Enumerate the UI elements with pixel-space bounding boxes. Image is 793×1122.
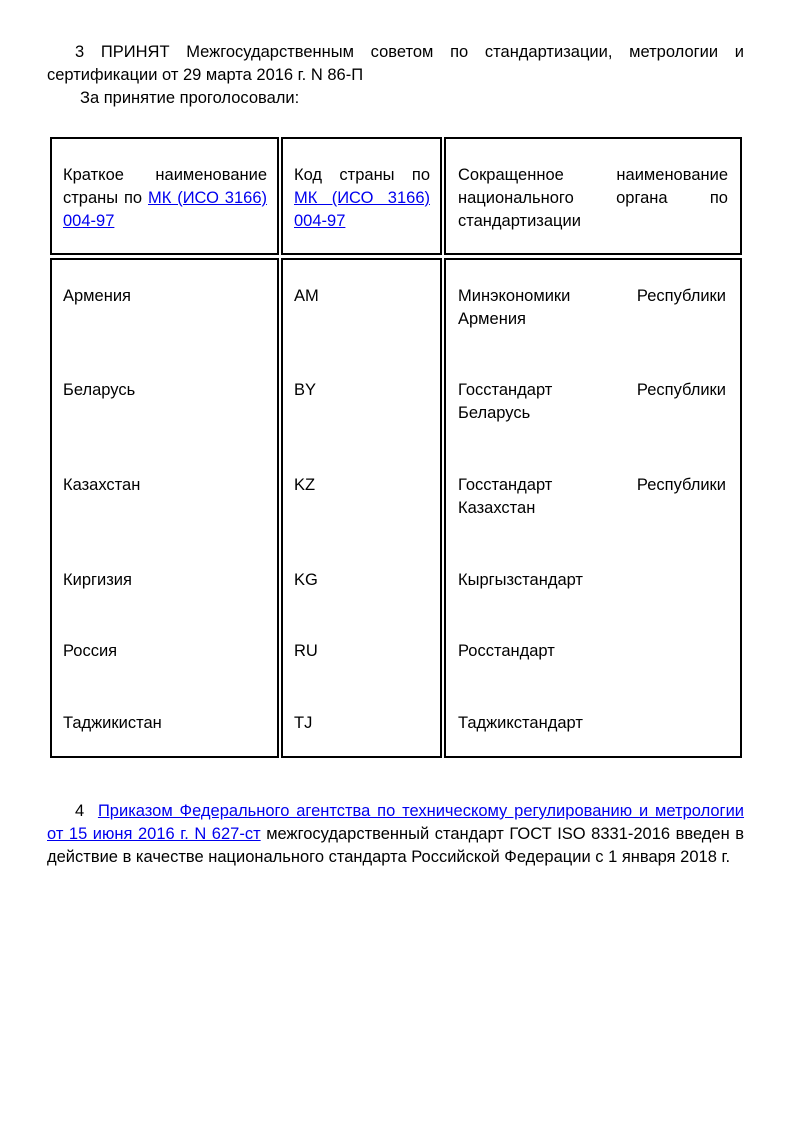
header-country-label: Краткое наименование страны по: [63, 166, 267, 207]
section-4-text: межгосударственный стандарт ГОСТ ISO 8331-2016 введен в действие в качестве национального стандарта Российской Федерации с 1 января 2018 г.: [47, 825, 744, 866]
body-column-code: [281, 258, 442, 758]
body-line1-b: Республики: [636, 287, 726, 305]
table-row-country: Казахстан: [63, 476, 141, 494]
section-4-number: 4: [75, 802, 85, 820]
body-line1-b: Республики: [636, 476, 726, 494]
table-row-body: [458, 379, 726, 425]
body-line1-a: Госстандарт: [458, 476, 553, 494]
table-row-code: RU: [294, 642, 318, 660]
table-row-body: [458, 285, 726, 331]
body-line2: Казахстан: [458, 499, 536, 517]
header-body-label: Сокращенное наименование национального органа по стандартизации: [458, 166, 728, 230]
order-link[interactable]: Приказом Федерального агентства по техническому регулированию и метрологии от 15 июня 2016 г. N 627-ст: [47, 802, 745, 843]
header-code-label: Код страны по: [294, 166, 430, 184]
body-line2: Армения: [458, 310, 526, 328]
body-line1-b: Республики: [636, 381, 726, 399]
table-row-country: Армения: [63, 287, 131, 305]
body-column-country: [50, 258, 279, 758]
table-row-country: Киргизия: [63, 571, 132, 589]
table-row-code: TJ: [294, 714, 313, 732]
section-3-text: ПРИНЯТ Межгосударственным советом по стандартизации, метрологии и сертификации от 29 марта 2016 г. N 86-П: [47, 43, 744, 84]
mk-iso-link-2[interactable]: МК (ИСО 3166) 004-97: [294, 189, 430, 230]
section-4-paragraph: [47, 800, 744, 869]
table-row-code: BY: [294, 381, 317, 399]
header-code-text: [294, 164, 430, 233]
table-row-code: KZ: [294, 476, 316, 494]
table-row-country: Беларусь: [63, 381, 136, 399]
table-row-body: [458, 474, 726, 520]
section-3-number: 3: [75, 43, 85, 61]
table-row-body: Таджикстандарт: [458, 714, 583, 732]
section-3-paragraph: [47, 41, 744, 87]
table-row-body: Кыргызстандарт: [458, 571, 583, 589]
mk-iso-link-1[interactable]: МК (ИСО 3166) 004-97: [63, 189, 268, 230]
body-line1-a: Минэкономики: [458, 287, 571, 305]
table-row-country: Россия: [63, 642, 118, 660]
table-row-code: AM: [294, 287, 319, 305]
header-body-text: [458, 164, 728, 233]
table-row-body: Росстандарт: [458, 642, 555, 660]
table-row-country: Таджикистан: [63, 714, 162, 732]
table-row-code: KG: [294, 571, 318, 589]
header-country-text: [63, 164, 267, 233]
voted-heading: За принятие проголосовали:: [80, 89, 300, 107]
body-line2: Беларусь: [458, 404, 531, 422]
body-line1-a: Госстандарт: [458, 381, 553, 399]
